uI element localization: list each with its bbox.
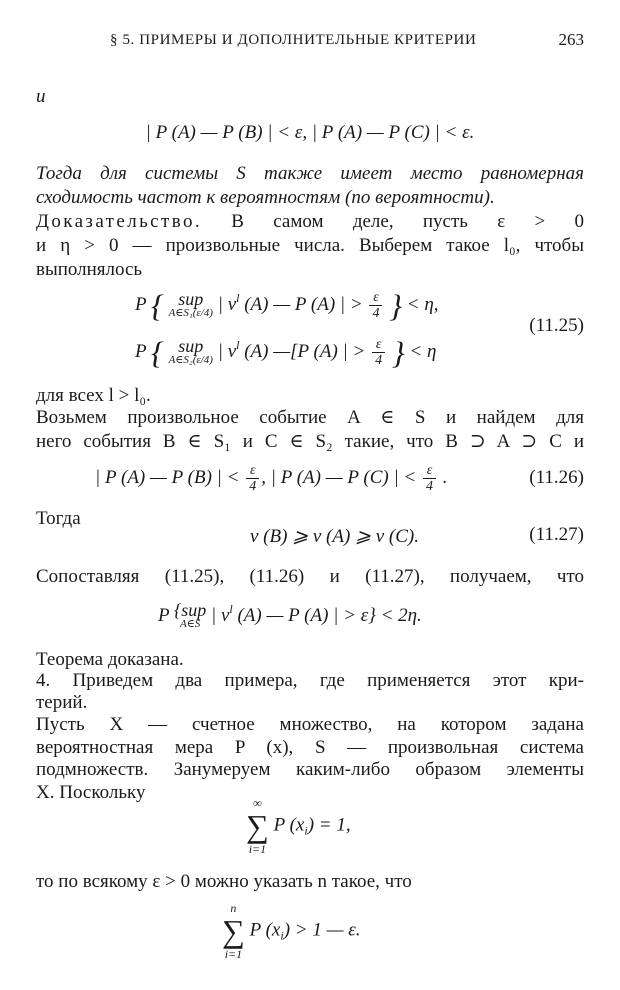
proof-line — [36, 209, 584, 235]
text-line: для всех l > l₀. — [36, 385, 151, 406]
left-brace: { — [151, 287, 164, 324]
text-line: него события B ∈ S₁ и C ∈ S₂ такие, что B ⊃ A ⊃ C и — [36, 431, 584, 452]
text-line: выполнялось — [36, 259, 143, 280]
equation-11-25-line1: P { sup A∈S₁(ε/4) | $\nu^l$ (A) — P (A) | > $\frac{\varepsilon}{4}$ } < η, — [135, 287, 439, 324]
text-line: то по всякому ε > 0 можно указать n такое, что — [36, 871, 412, 892]
equation-sum-n: n ∑ i=1 P $(x_i) > 1$ — ε. — [222, 901, 361, 961]
text-line: подмножеств. Занумеруем каким-либо образом элементы — [36, 759, 584, 780]
text-line: и — [36, 86, 46, 107]
equation-number: (11.25) — [529, 315, 584, 336]
right-brace: } — [389, 287, 402, 324]
proof-heading: Доказательство. — [36, 211, 202, 232]
equation-11-27: ν (B) ⩾ ν (A) ⩾ ν (C). — [250, 526, 419, 547]
equation-11-25-line2: P { sup A∈S₂(ε/4) | $\nu^l$ (A) —[P (A) | > $\frac{\varepsilon}{4}$ } < η — [135, 334, 437, 371]
sigma-symbol: ∞ ∑ i=1 — [246, 796, 269, 856]
text-line: терий. — [36, 692, 88, 713]
equation-number: (11.27) — [529, 524, 584, 545]
equation-inequalities: | P (A) — P (B) | < ε, | P (A) — P (C) | < ε. — [145, 122, 475, 143]
equation-final-bound: P {sup A∈S | $\nu^l$ (A) — P (A) | > ε} < 2η. — [158, 599, 422, 630]
text-line: X. Поскольку — [36, 782, 146, 803]
sup-operator: sup A∈S₁(ε/4) — [168, 288, 213, 319]
prob-symbol: P — [135, 294, 147, 315]
equation-11-26: | P (A) — P (B) | < $\frac{\varepsilon}{4}$ , | P (A) — P (C) | < $\frac{\varepsilon}{4}$ . — [95, 463, 448, 494]
text-line: 4. Приведем два примера, где применяется этот кри- — [36, 670, 584, 691]
text-line: Сопоставляя (11.25), (11.26) и (11.27), получаем, что — [36, 566, 584, 587]
equation-number: (11.26) — [529, 467, 584, 488]
text-line: вероятностная мера P (x), S — произвольная система — [36, 737, 584, 758]
sigma-symbol: n ∑ i=1 — [222, 901, 245, 961]
equation-sum-infinity: ∞ ∑ i=1 P $(x_i) = 1$, — [246, 796, 351, 856]
text-line: Теорема доказана. — [36, 649, 184, 670]
text-line: Тогда — [36, 508, 81, 529]
theorem-line: сходимость частот к вероятностям (по вероятности). — [36, 187, 495, 208]
page-number: 263 — [558, 30, 584, 49]
running-header: § 5. ПРИМЕРЫ И ДОПОЛНИТЕЛЬНЫЕ КРИТЕРИИ — [110, 32, 477, 48]
theorem-line: Тогда для системы S также имеет место равномерная — [36, 163, 584, 184]
text-line: и η > 0 — произвольные числа. Выберем такое l₀, чтобы — [36, 235, 584, 256]
text-line: Пусть X — счетное множество, на котором задана — [36, 714, 584, 735]
fraction-eps-4: $\frac{\varepsilon}{4}$ — [369, 290, 382, 321]
proof-text: В самом деле, пусть ε > 0 — [231, 211, 585, 232]
text-line: Возьмем произвольное событие A ∈ S и найдем для — [36, 407, 584, 428]
